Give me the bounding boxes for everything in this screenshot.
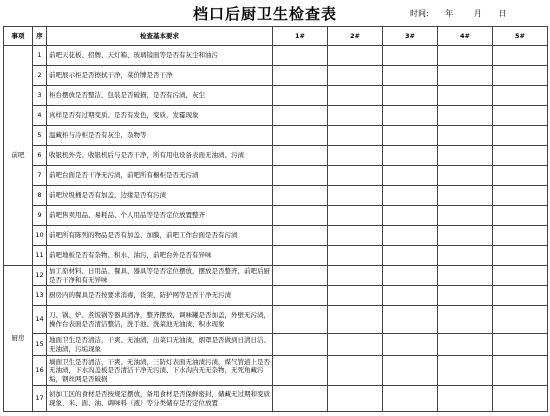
score-cell[interactable] bbox=[273, 166, 328, 186]
table-row bbox=[4, 286, 548, 306]
score-cell[interactable] bbox=[383, 226, 438, 246]
score-cell[interactable] bbox=[273, 126, 328, 146]
score-cell[interactable] bbox=[273, 286, 328, 306]
score-cell[interactable] bbox=[273, 46, 328, 66]
table-row bbox=[4, 86, 548, 106]
table-row bbox=[4, 46, 548, 66]
score-cell[interactable] bbox=[438, 146, 493, 166]
score-cell[interactable] bbox=[273, 206, 328, 226]
header-category: 事项 bbox=[4, 27, 33, 46]
requirement-text: 前吧天花板、招牌、天灯箱、玻璃镜面等是否有灰尘和油污 bbox=[47, 46, 273, 66]
date-line bbox=[410, 8, 520, 19]
score-cell[interactable] bbox=[273, 266, 328, 286]
requirement-text: 柜台摆放是否整洁，包装是否破损，是否有污渍，灰尘 bbox=[47, 86, 273, 106]
row-number: 1 bbox=[33, 46, 47, 66]
requirement-text: 收银机外壳、收银机后与是否干净，所有用电设备表面无油渍、污渍 bbox=[47, 146, 273, 166]
page-title: 档口后厨卫生检查表 bbox=[192, 5, 337, 23]
score-cell[interactable] bbox=[493, 146, 548, 166]
score-cell[interactable] bbox=[383, 206, 438, 226]
date-day: 日 bbox=[498, 9, 507, 18]
score-cell[interactable] bbox=[493, 186, 548, 206]
table-row bbox=[4, 246, 548, 266]
score-cell[interactable] bbox=[438, 226, 493, 246]
score-cell[interactable] bbox=[328, 126, 383, 146]
header-col-3: 3# bbox=[383, 27, 438, 46]
score-cell[interactable] bbox=[493, 286, 548, 306]
requirement-text: 前吧所有陈列的物品是否有加盖、加膜，前吧工作台面是否有污渍 bbox=[47, 226, 273, 246]
score-cell[interactable] bbox=[438, 46, 493, 66]
score-cell[interactable] bbox=[383, 106, 438, 126]
row-number: 4 bbox=[33, 106, 47, 126]
score-cell[interactable] bbox=[383, 166, 438, 186]
requirement-text: 初加工区的食材是否按规定摆放，备用食材是否保鲜密封，储藏无过期和变质现象，米、面、油、调味料（液）等分类储存是否定位放置 bbox=[47, 386, 273, 412]
table-row bbox=[4, 146, 548, 166]
requirement-text: 前吧台面是否干净无污渍，前吧所有橱柜是否无污渍 bbox=[47, 166, 273, 186]
requirement-text: 加工原材料、日用品、餐具、器具等是否定位摆放，摆放是否整齐，前吧后厨是否干净和有无异味 bbox=[47, 266, 273, 286]
row-number: 12 bbox=[33, 266, 47, 286]
requirement-text: 刀、锅、炉、煮饭锅等器具清净，整齐摆放，调味罐是否加盖，外壁无污渍，操作台表面是否清洁整洁，洗手池、洗菜池无油渍、积水现象 bbox=[47, 306, 273, 334]
score-cell[interactable] bbox=[438, 86, 493, 106]
row-number: 5 bbox=[33, 126, 47, 146]
score-cell[interactable] bbox=[493, 334, 548, 356]
requirement-text: 真样是否有过期变质、是否有发色，变质，发霉现象 bbox=[47, 106, 273, 126]
table-row bbox=[4, 386, 548, 412]
requirement-text: 前吧展示柜是否擦拭干净，菜价牌是否干净 bbox=[47, 66, 273, 86]
row-number: 6 bbox=[33, 146, 47, 166]
row-number: 10 bbox=[33, 226, 47, 246]
header-row bbox=[4, 27, 548, 46]
table-row bbox=[4, 166, 548, 186]
score-cell[interactable] bbox=[328, 206, 383, 226]
score-cell[interactable] bbox=[328, 146, 383, 166]
date-label: 时间: bbox=[410, 9, 429, 18]
score-cell[interactable] bbox=[493, 226, 548, 246]
section-name: 前吧 bbox=[4, 46, 33, 266]
score-cell[interactable] bbox=[438, 206, 493, 226]
score-cell[interactable] bbox=[438, 246, 493, 266]
table-row bbox=[4, 306, 548, 334]
score-cell[interactable] bbox=[383, 356, 438, 386]
score-cell[interactable] bbox=[493, 356, 548, 386]
score-cell[interactable] bbox=[493, 306, 548, 334]
header-col-4: 4# bbox=[438, 27, 493, 46]
score-cell[interactable] bbox=[273, 66, 328, 86]
score-cell[interactable] bbox=[273, 86, 328, 106]
score-cell[interactable] bbox=[493, 66, 548, 86]
score-cell[interactable] bbox=[273, 246, 328, 266]
score-cell[interactable] bbox=[328, 166, 383, 186]
score-cell[interactable] bbox=[383, 386, 438, 412]
score-cell[interactable] bbox=[493, 106, 548, 126]
score-cell[interactable] bbox=[438, 386, 493, 412]
score-cell[interactable] bbox=[438, 286, 493, 306]
score-cell[interactable] bbox=[273, 334, 328, 356]
header-col-1: 1# bbox=[273, 27, 328, 46]
header-col-5: 5# bbox=[493, 27, 548, 46]
date-month: 月 bbox=[473, 9, 482, 18]
score-cell[interactable] bbox=[273, 386, 328, 412]
score-cell[interactable] bbox=[493, 166, 548, 186]
score-cell[interactable] bbox=[493, 126, 548, 146]
score-cell[interactable] bbox=[383, 266, 438, 286]
requirement-text: 地面卫生是否清洁，干爽、无油渍，出菜口无油渍，烟罩是否做到日清日洁、无油渍，污垢现象 bbox=[47, 334, 273, 356]
header-requirement: 检查基本要求 bbox=[47, 27, 273, 46]
row-number: 13 bbox=[33, 286, 47, 306]
row-number: 2 bbox=[33, 66, 47, 86]
score-cell[interactable] bbox=[383, 186, 438, 206]
row-number: 8 bbox=[33, 186, 47, 206]
score-cell[interactable] bbox=[438, 356, 493, 386]
section-name: 厨房 bbox=[4, 266, 33, 412]
score-cell[interactable] bbox=[273, 306, 328, 334]
score-cell[interactable] bbox=[438, 166, 493, 186]
row-number: 9 bbox=[33, 206, 47, 226]
score-cell[interactable] bbox=[383, 86, 438, 106]
score-cell[interactable] bbox=[273, 356, 328, 386]
requirement-text: 温藏柜与冷柜是否有灰尘，杂物等 bbox=[47, 126, 273, 146]
score-cell[interactable] bbox=[328, 226, 383, 246]
score-cell[interactable] bbox=[328, 306, 383, 334]
score-cell[interactable] bbox=[383, 46, 438, 66]
score-cell[interactable] bbox=[438, 334, 493, 356]
row-number: 7 bbox=[33, 166, 47, 186]
score-cell[interactable] bbox=[438, 186, 493, 206]
table-row bbox=[4, 334, 548, 356]
score-cell[interactable] bbox=[493, 206, 548, 226]
table-row bbox=[4, 206, 548, 226]
score-cell[interactable] bbox=[438, 106, 493, 126]
table-row bbox=[4, 66, 548, 86]
header-col-2: 2# bbox=[328, 27, 383, 46]
score-cell[interactable] bbox=[383, 126, 438, 146]
score-cell[interactable] bbox=[273, 186, 328, 206]
score-cell[interactable] bbox=[438, 306, 493, 334]
table-row bbox=[4, 226, 548, 246]
score-cell[interactable] bbox=[438, 266, 493, 286]
score-cell[interactable] bbox=[383, 146, 438, 166]
table-row bbox=[4, 356, 548, 386]
score-cell[interactable] bbox=[328, 66, 383, 86]
score-cell[interactable] bbox=[493, 246, 548, 266]
score-cell[interactable] bbox=[328, 356, 383, 386]
inspection-table bbox=[3, 26, 548, 412]
table-row bbox=[4, 106, 548, 126]
requirement-text: 厨房内的餐具是否按要求消毒，货架、防护网等是否干净无污渍 bbox=[47, 286, 273, 306]
score-cell[interactable] bbox=[328, 266, 383, 286]
score-cell[interactable] bbox=[328, 186, 383, 206]
score-cell[interactable] bbox=[273, 146, 328, 166]
score-cell[interactable] bbox=[493, 386, 548, 412]
score-cell[interactable] bbox=[328, 106, 383, 126]
score-cell[interactable] bbox=[493, 86, 548, 106]
requirement-text: 墙面卫生是否清洁，干爽、无油渍，三防灯表面无油渍污渍，煤气管道上是否无油渍，下水沟盖板是否清洁干净无污渍、下水沟内无无杂物，无死角藏污垢，钢丝网是否破损 bbox=[47, 356, 273, 386]
score-cell[interactable] bbox=[328, 286, 383, 306]
requirement-text: 前吧售卖用品、易耗品、个人用品等是否定位放置整齐 bbox=[47, 206, 273, 226]
score-cell[interactable] bbox=[438, 126, 493, 146]
score-cell[interactable] bbox=[383, 286, 438, 306]
score-cell[interactable] bbox=[383, 246, 438, 266]
score-cell[interactable] bbox=[328, 386, 383, 412]
score-cell[interactable] bbox=[493, 46, 548, 66]
row-number: 15 bbox=[33, 334, 47, 356]
row-number: 3 bbox=[33, 86, 47, 106]
table-row bbox=[4, 126, 548, 146]
score-cell[interactable] bbox=[383, 334, 438, 356]
score-cell[interactable] bbox=[328, 334, 383, 356]
row-number: 14 bbox=[33, 306, 47, 334]
score-cell[interactable] bbox=[328, 246, 383, 266]
row-number: 17 bbox=[33, 386, 47, 412]
score-cell[interactable] bbox=[493, 266, 548, 286]
score-cell[interactable] bbox=[383, 66, 438, 86]
score-cell[interactable] bbox=[273, 226, 328, 246]
score-cell[interactable] bbox=[273, 106, 328, 126]
row-number: 11 bbox=[33, 246, 47, 266]
table-row bbox=[4, 186, 548, 206]
score-cell[interactable] bbox=[328, 46, 383, 66]
requirement-text: 前吧垃圾桶是否有加盖，边缘是否有污渍 bbox=[47, 186, 273, 206]
date-year: 年 bbox=[445, 9, 454, 18]
table-row bbox=[4, 266, 548, 286]
score-cell[interactable] bbox=[328, 86, 383, 106]
score-cell[interactable] bbox=[438, 66, 493, 86]
score-cell[interactable] bbox=[383, 306, 438, 334]
header-index: 序 bbox=[33, 27, 47, 46]
row-number: 16 bbox=[33, 356, 47, 386]
requirement-text: 前吧地板是否有杂物、积水、油污，前吧台外是否有异味 bbox=[47, 246, 273, 266]
